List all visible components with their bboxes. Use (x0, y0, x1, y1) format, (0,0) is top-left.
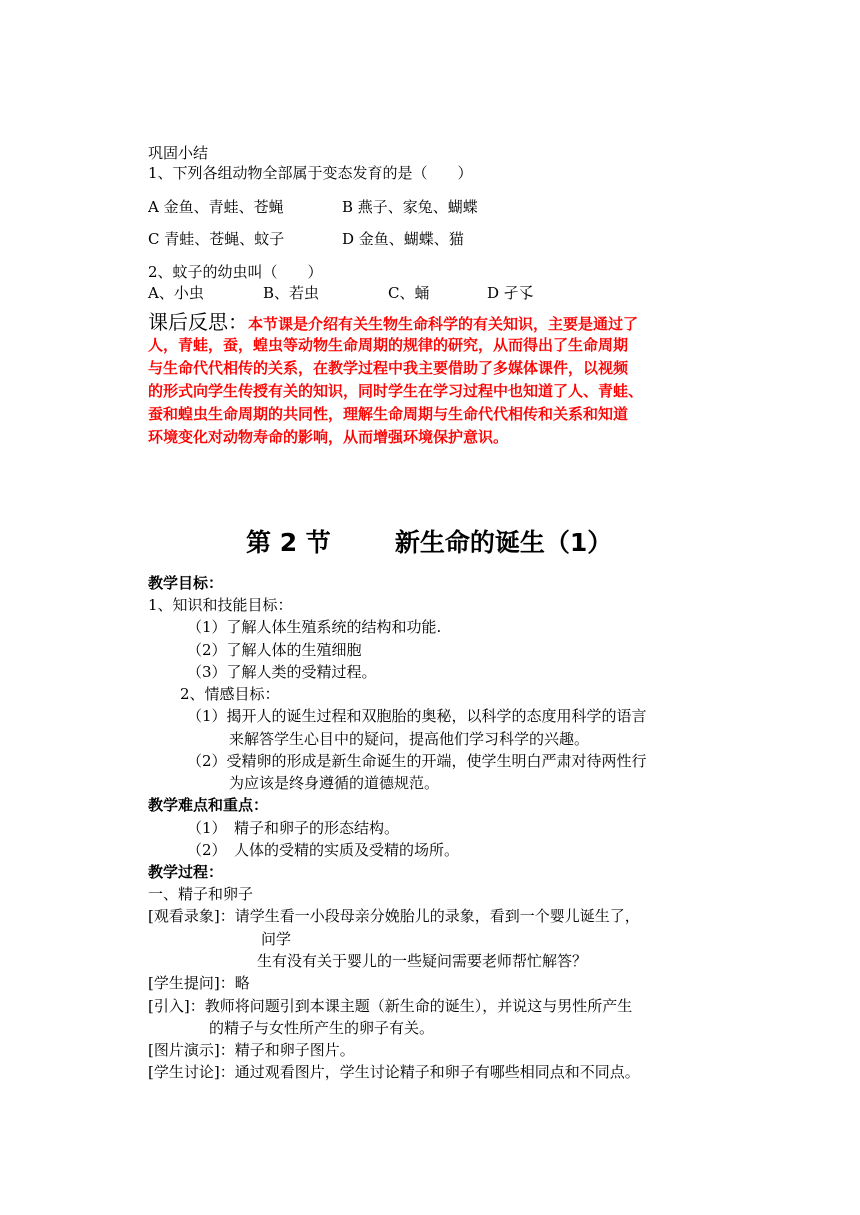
question-1-stem: 1、下列各组动物全部属于变态发育的是（ ） (148, 164, 473, 182)
reflection-line-6: 环境变化对动物寿命的影响，从而增强环境保护意识。 (148, 428, 509, 446)
section-title (246, 526, 612, 560)
question-2-option-c: C、蛹 (388, 284, 430, 302)
question-1-option-c: C 青蛙、苍蝇、蚊子 (148, 230, 285, 248)
reflection-title: 课后反思： (148, 310, 248, 334)
question-1-option-d: D 金鱼、蝴蝶、猫 (342, 230, 464, 248)
emotion-item-1b: 来解答学生心目中的疑问，提高他们学习科学的兴趣。 (229, 730, 590, 748)
emotion-heading: 2、情感目标： (180, 685, 280, 703)
process-part-1: 一、精子和卵子 (148, 885, 254, 903)
difficulty-item-2: （2） 人体的受精的实质及受精的场所。 (187, 841, 460, 859)
objectives-heading: 教学目标： (148, 574, 224, 592)
reflection-line-4: 的形式向学生传授有关的知识，同时学生在学习过程中也知道了人、青蛙、 (148, 382, 644, 400)
difficulty-item-1: （1） 精子和卵子的形态结构。 (187, 819, 400, 837)
knowledge-item-2: （2）了解人体的生殖细胞 (187, 641, 362, 659)
picture-demo: [图片演示]：精子和卵子图片。 (148, 1041, 355, 1059)
watch-video-line-3: 生有没有关于婴儿的一些疑问需要老师帮忙解答？ (257, 952, 588, 970)
emotion-item-2b: 为应该是终身遵循的道德规范。 (229, 774, 440, 792)
question-2-option-d: D 孑孓 (487, 284, 534, 302)
question-2-option-b: B、若虫 (263, 284, 320, 302)
section-number: 第 2 节 (246, 528, 331, 557)
consolidate-heading: 巩固小结 (148, 144, 209, 162)
question-2-stem: 2、蚊子的幼虫叫（ ） (148, 263, 323, 281)
knowledge-item-3: （3）了解人类的受精过程。 (187, 663, 377, 681)
reflection-line-1 (148, 309, 638, 335)
knowledge-item-1: （1）了解人体生殖系统的结构和功能. (187, 618, 442, 636)
question-2-option-a: A、小虫 (148, 284, 204, 302)
question-1-option-a: A 金鱼、青蛙、苍蝇 (148, 198, 284, 216)
watch-video-line-1: [观看录象]：请学生看一小段母亲分娩胎儿的录象，看到一个婴儿诞生了， (148, 907, 640, 925)
emotion-item-1a: （1）揭开人的诞生过程和双胞胎的奥秘，以科学的态度用科学的语言 (187, 707, 647, 725)
emotion-item-2a: （2）受精卵的形成是新生命诞生的开端，使学生明白严肃对待两性行 (187, 752, 647, 770)
student-question: [学生提问]：略 (148, 974, 250, 992)
difficulties-heading: 教学难点和重点： (148, 796, 269, 814)
question-1-option-b: B 燕子、家兔、蝴蝶 (342, 198, 478, 216)
student-discussion: [学生讨论]：通过观看图片，学生讨论精子和卵子有哪些相同点和不同点。 (148, 1063, 640, 1081)
process-heading: 教学过程： (148, 863, 224, 881)
reflection-line-5: 蚕和蝗虫生命周期的共同性，理解生命周期与生命代代相传和关系和知道 (148, 405, 629, 423)
reflection-text: 本节课是介绍有关生物生命科学的有关知识，主要是通过了 (248, 315, 639, 333)
intro-line-1: [引入]：教师将问题引到本课主题（新生命的诞生），并说这与男性所产生 (148, 997, 633, 1015)
section-name: 新生命的诞生（1） (394, 528, 613, 557)
watch-video-line-2: 问学 (261, 930, 292, 948)
reflection-line-3: 与生命代代相传的关系，在教学过程中我主要借助了多媒体课件，以视频 (148, 359, 629, 377)
reflection-line-2: 人，青蛙，蚕，蝗虫等动物生命周期的规律的研究，从而得出了生命周期 (148, 336, 629, 354)
knowledge-heading: 1、知识和技能目标： (148, 596, 293, 614)
intro-line-2: 的精子与女性所产生的卵子有关。 (209, 1019, 435, 1037)
